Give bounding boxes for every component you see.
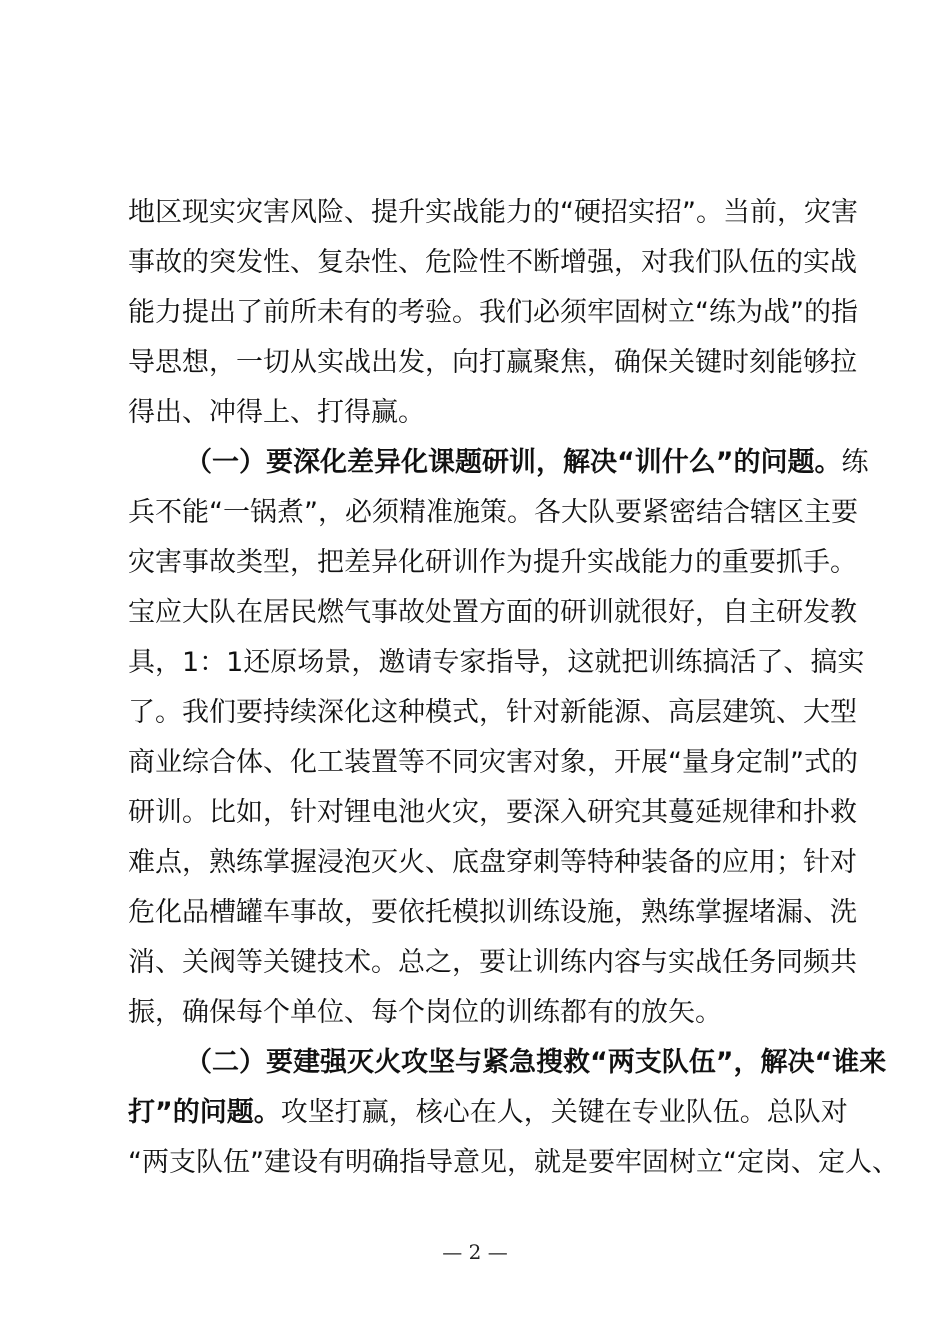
text-line: 兵不能“一锅煮”，必须精准施策。各大队要紧密结合辖区主要	[128, 497, 858, 528]
text-line: 能力提出了前所未有的考验。我们必须牢固树立“练为战”的指	[128, 297, 858, 328]
text-line: 难点，熟练掌握浸泡灭火、底盘穿刺等特种装备的应用；针对	[128, 847, 857, 878]
section-heading-1: （一）要深化差异化课题研训，解决“训什么”的问题。练	[185, 447, 869, 478]
text-line: 商业综合体、化工装置等不同灾害对象，开展“量身定制”式的	[128, 747, 858, 778]
page-number: — 2 —	[442, 1240, 508, 1264]
document-body	[128, 188, 899, 1188]
text-line: 研训。比如，针对锂电池火灾，要深入研究其蔓延规律和扑救	[128, 797, 857, 828]
text-line: 危化品槽罐车事故，要依托模拟训练设施，熟练掌握堵漏、洗	[128, 897, 857, 928]
text-line: 导思想，一切从实战出发，向打赢聚焦，确保关键时刻能够拉	[128, 347, 857, 378]
text-line: 灾害事故类型，把差异化研训作为提升实战能力的重要抓手。	[128, 547, 857, 578]
text-line: 得出、冲得上、打得赢。	[128, 397, 425, 428]
text-line: 事故的突发性、复杂性、危险性不断增强，对我们队伍的实战	[128, 247, 857, 278]
text-line: 振，确保每个单位、每个岗位的训练都有的放矢。	[128, 997, 722, 1028]
text-line: 了。我们要持续深化这种模式，针对新能源、高层建筑、大型	[128, 697, 857, 728]
text-line: 地区现实灾害风险、提升实战能力的“硬招实招”。当前，灾害	[128, 197, 858, 228]
text-line: 消、关阀等关键技术。总之，要让训练内容与实战任务同频共	[128, 947, 857, 978]
text-line: 宝应大队在居民燃气事故处置方面的研训就很好，自主研发教	[128, 597, 857, 628]
text-line: 打”的问题。攻坚打赢，核心在人，关键在专业队伍。总队对	[128, 1097, 848, 1128]
text-line: 具，1：1还原场景，邀请专家指导，这就把训练搞活了、搞实	[128, 647, 865, 678]
section-heading-2: （二）要建强灭火攻坚与紧急搜救“两支队伍”，解决“谁来	[185, 1047, 887, 1078]
text-line: “两支队伍”建设有明确指导意见，就是要牢固树立“定岗、定人、	[128, 1147, 899, 1178]
